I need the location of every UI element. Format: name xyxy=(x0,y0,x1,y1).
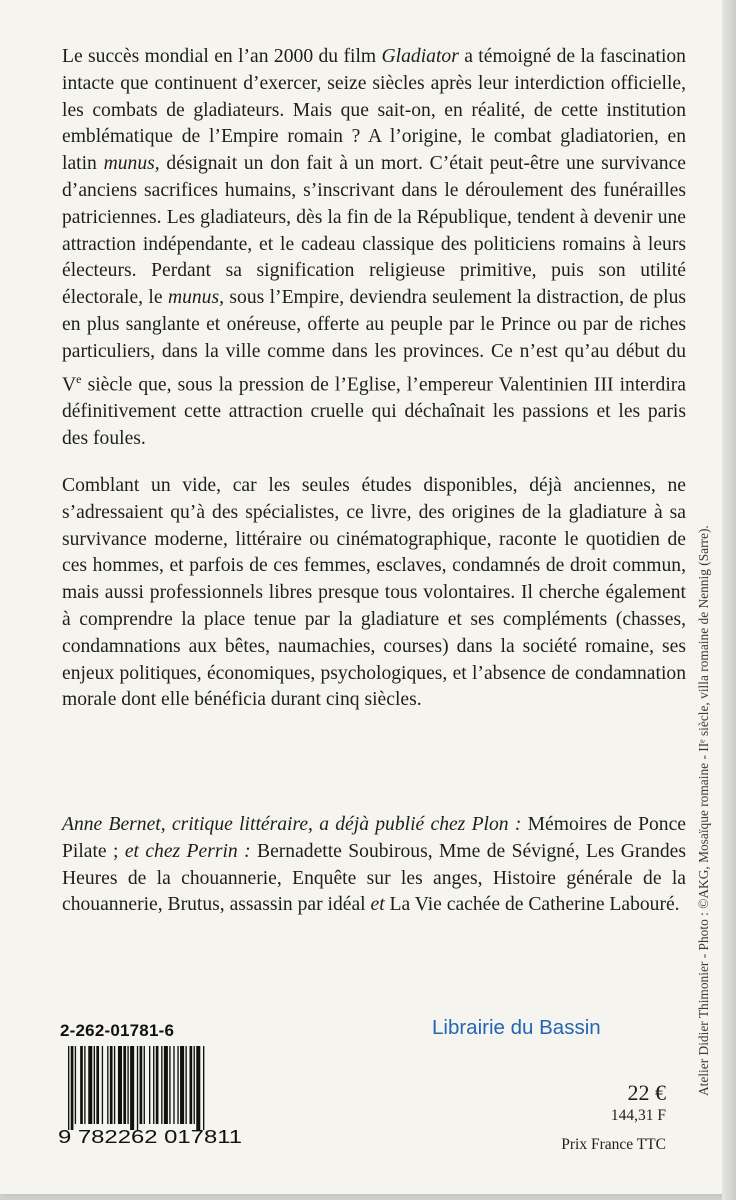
isbn: 2-262-01781-6 xyxy=(60,1021,175,1040)
text-run: et xyxy=(370,894,385,916)
summary-paragraph-2 xyxy=(62,473,686,714)
barcode-bar xyxy=(156,1046,159,1124)
text-run: Gladiator xyxy=(381,46,459,67)
barcode-bar xyxy=(153,1046,154,1124)
barcode-bar xyxy=(107,1046,108,1124)
text-run: Bernadette Soubirous, Mme de Sévigné, Les Grandes Heures de la chouannerie, Enquête sur les anges, Histoire générale de la chouannerie, Brutus, assassin par idéal xyxy=(62,840,686,916)
text-run: munus, xyxy=(103,153,160,175)
barcode-bars xyxy=(68,1046,204,1130)
barcode-bar xyxy=(196,1046,200,1130)
text-run: e xyxy=(76,371,82,386)
text-run: siècle que, sous la pression de l’Eglise, l’empereur Valentinien III interdira définitivement cette attraction cruelle qui déchaînait les passions et les paris des foules. xyxy=(62,374,686,449)
photo-credit: Atelier Didier Thimonier - Photo : ©AKG, Mosaïque romaine - IIᵉ siècle, villa romaine de Nennig (Sarre). xyxy=(696,525,711,1096)
price-label: Prix France TTC xyxy=(561,1136,666,1153)
barcode-bar xyxy=(88,1046,92,1124)
barcode-bar xyxy=(190,1046,193,1124)
text-run: a témoigné de la fascination intacte que continuent d’exercer, seize siècles après leur interdiction officielle, les combats de gladiateurs. Mais que sait-on, en réalité, de cette institution emblématique de l’Empire romain ? A l’origine, le combat gladiatorien, en latin xyxy=(62,46,686,175)
summary-paragraph-1 xyxy=(62,44,686,452)
barcode-bar xyxy=(144,1046,145,1124)
text-run: munus, xyxy=(167,287,225,309)
text-run: et chez Perrin : xyxy=(124,840,251,862)
barcode-bar xyxy=(84,1046,85,1124)
barcode-bar xyxy=(130,1046,134,1130)
cover-edge xyxy=(722,0,736,1200)
barcode-bar xyxy=(102,1046,103,1124)
barcode-bar xyxy=(173,1046,174,1124)
text-run: La Vie cachée de Catherine Labouré. xyxy=(384,894,680,916)
price-franc: 144,31 F xyxy=(610,1107,666,1124)
barcode-bar xyxy=(194,1046,195,1124)
price-block xyxy=(561,1081,666,1155)
author-bibliography xyxy=(62,812,686,919)
barcode-bar xyxy=(123,1046,126,1124)
barcode-bar xyxy=(68,1046,69,1130)
barcode-bar xyxy=(71,1046,74,1130)
barcode-digits: 9 782262 017811 xyxy=(58,1126,242,1146)
bookseller-stamp: Librairie du Bassin xyxy=(432,1016,601,1039)
barcode-bar xyxy=(80,1046,83,1124)
price-euro: 22 € xyxy=(627,1080,666,1105)
barcode-bar xyxy=(114,1046,115,1124)
text-run: Mémoires de Ponce Pilate ; xyxy=(62,814,686,862)
text-run: Comblant un vide, car les seules études disponibles, déjà anciennes, ne s’adressaient qu’à des spécialistes, ce livre, des origines de la gladiature à sa survivance moderne, littéraire ou cinématographique, raconte le quotidien de ces hommes, et parfois de ces femmes, esclaves, condamnés de droit commun, mais aussi professionnels libres presque tous volontaires. Il cherche également à comprendre la place tenue par la gladiature et ses compléments (chasses, condamnations aux bêtes, naumachies, courses) dans la société romaine, ses enjeux politiques, économiques, psychologiques, et l’absence de condamnation morale dont elle bénéficia durant cinq siècles. xyxy=(62,475,686,711)
text-run: Anne Bernet, critique littéraire, a déjà publié chez Plon : xyxy=(62,814,522,835)
barcode-bar xyxy=(96,1046,99,1124)
barcode-bar xyxy=(149,1046,150,1124)
barcode-bar xyxy=(127,1046,128,1124)
barcode-bar xyxy=(164,1046,168,1124)
barcode-bar xyxy=(169,1046,170,1124)
barcode-bar xyxy=(161,1046,162,1124)
barcode-bar xyxy=(203,1046,204,1130)
ean-barcode xyxy=(58,1046,244,1146)
barcode-bar xyxy=(185,1046,186,1124)
text-run: sous l’Empire, deviendra seulement la distraction, de plus en plus sanglante et onéreuse, offerte au peuple par le Prince ou par de riches particuliers, dans la ville comme dans les provinces. Ce n’est qu’au début du V xyxy=(62,287,686,396)
barcode-bar xyxy=(110,1046,113,1124)
barcode-bar xyxy=(177,1046,178,1124)
barcode-bar xyxy=(94,1046,95,1124)
barcode-bar xyxy=(118,1046,122,1124)
text-run: désignait un don fait à un mort. C’était peut-être une survivance d’anciens sacrifices humains, s’inscrivant dans le déroulement des funérailles patriciennes. Les gladiateurs, dès la fin de la République, tendent à devenir une attraction indépendante, et le cadeau classique des politiciens romains à leurs électeurs. Perdant sa signification religieuse primitive, puis son utilité électorale, le xyxy=(62,153,686,309)
barcode-bar xyxy=(180,1046,184,1124)
barcode-bar xyxy=(140,1046,143,1124)
barcode-bar xyxy=(75,1046,76,1124)
text-run: Le succès mondial en l’an 2000 du film xyxy=(62,46,382,67)
barcode-bar xyxy=(137,1046,138,1130)
